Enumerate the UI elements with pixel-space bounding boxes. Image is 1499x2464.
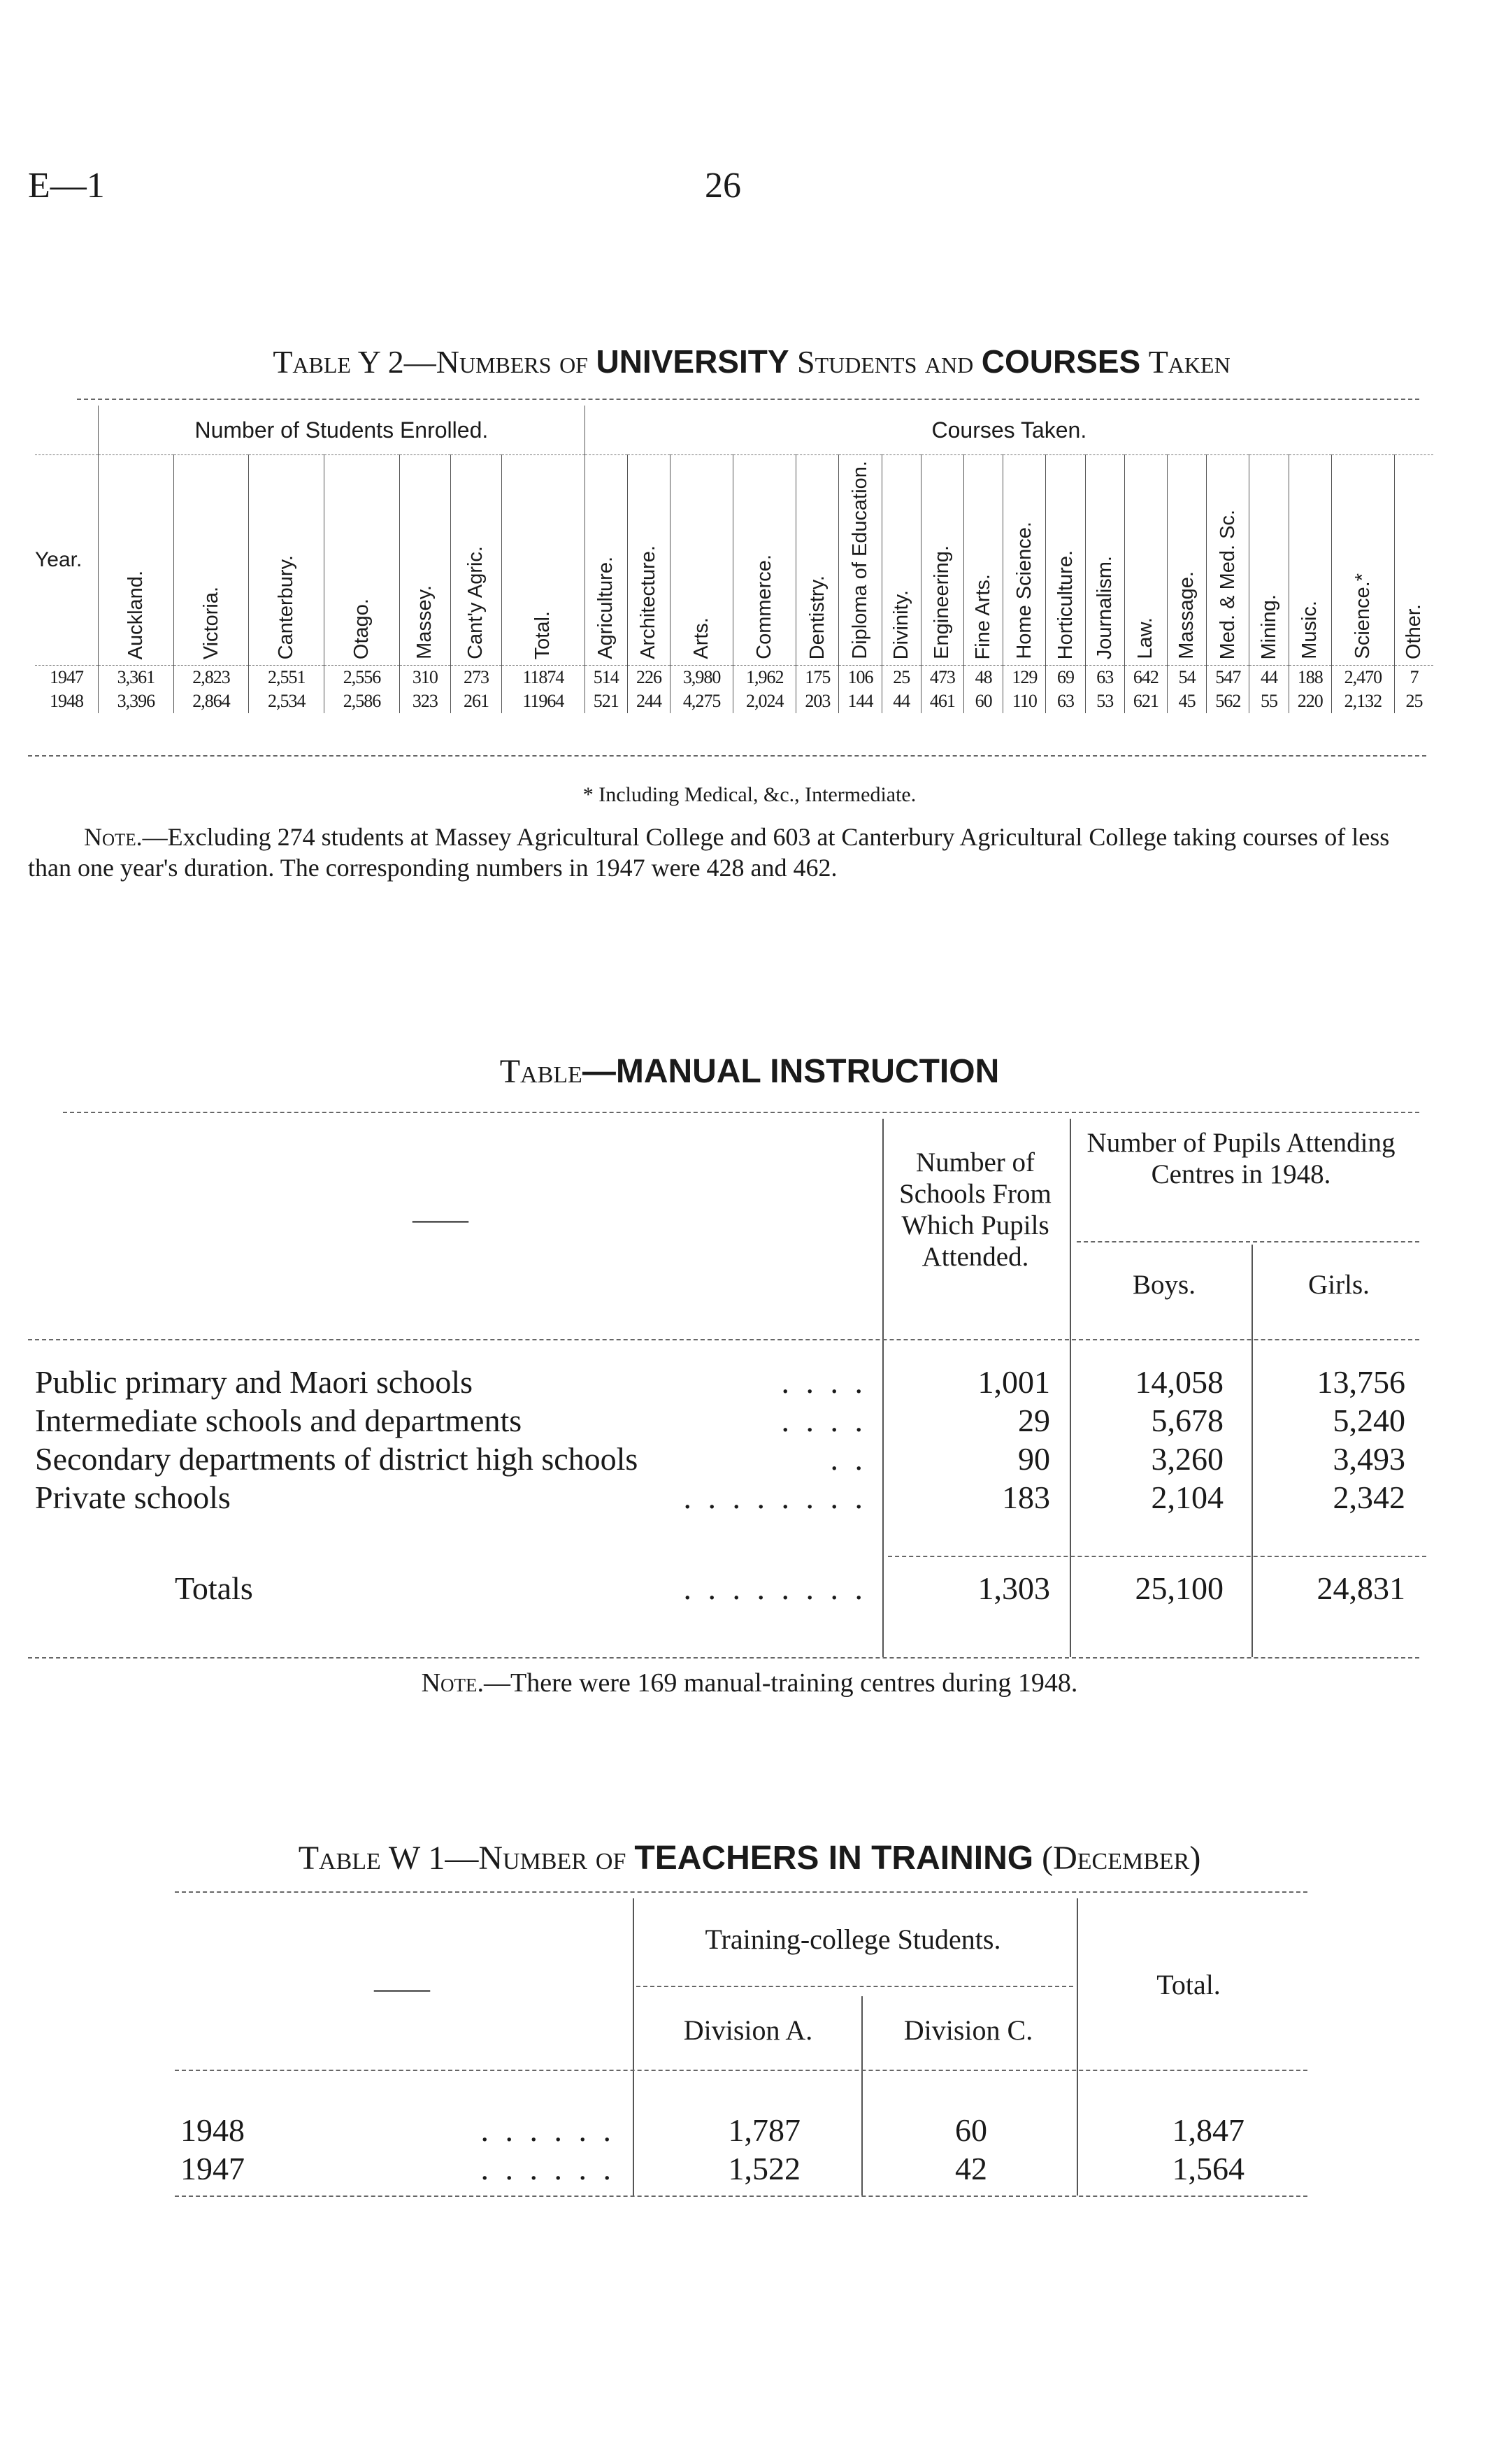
table-cell: 562 [1207, 689, 1249, 713]
course-col-header [882, 455, 921, 666]
table-w-col-group: Training-college Students. [705, 1924, 1001, 1955]
course-col-header [1394, 455, 1433, 666]
table-y-title [84, 343, 1419, 380]
course-col-header [1289, 455, 1331, 666]
table-cell: 54 [1168, 666, 1207, 690]
manual-title-bold: —MANUAL INSTRUCTION [582, 1053, 1000, 1090]
table-cell: 2,470 [1331, 666, 1394, 690]
table-cell: 226 [627, 666, 670, 690]
boys-value: 5,678 [1151, 1403, 1224, 1438]
manual-col-girls: Girls. [1308, 1270, 1370, 1300]
course-col-header-label: Law. [1134, 617, 1157, 659]
course-col-header-label: Agriculture. [594, 557, 617, 659]
table-y-title-mid: Students and [797, 344, 974, 380]
table-cell: 7 [1394, 666, 1433, 690]
enrolled-col-header [450, 455, 501, 666]
course-col-header [964, 455, 1003, 666]
manual-totals-girls: 24,831 [1317, 1570, 1405, 1606]
row-leader: . . . . [781, 1403, 867, 1438]
course-col-header-label: Dentistry. [805, 575, 829, 659]
enrolled-col-header-label: Massey. [413, 585, 436, 659]
course-col-header-label: Commerce. [753, 554, 776, 659]
table-cell: 521 [584, 689, 627, 713]
row-leader: . . . . . . . . [683, 1480, 867, 1515]
table-cell: 203 [796, 689, 839, 713]
course-col-header [1003, 455, 1046, 666]
manual-blank-header: —— [413, 1203, 468, 1235]
table-cell: 53 [1085, 689, 1124, 713]
manual-totals-leader: . . . . . . . . [683, 1570, 867, 1606]
row-label: Intermediate schools and departments [35, 1403, 522, 1438]
table-row [35, 666, 1433, 690]
course-col-header-label: Engineering. [931, 545, 954, 659]
manual-col-pupils: Number of Pupils Attending Centres in 1948. [1086, 1128, 1396, 1189]
manual-col-boys: Boys. [1133, 1270, 1196, 1300]
table-y-note-label: Note. [84, 823, 143, 851]
course-col-header-label: Med. & Med. Sc. [1216, 509, 1239, 659]
table-cell: 323 [399, 689, 450, 713]
table-cell: 45 [1168, 689, 1207, 713]
course-col-header [1168, 455, 1207, 666]
table-cell: 2,586 [324, 689, 400, 713]
table-y-note [28, 822, 1433, 883]
total-value: 1,564 [1172, 2151, 1245, 2186]
row-leader: . . . . [781, 1364, 867, 1400]
table-cell: 44 [1249, 666, 1289, 690]
course-col-header-label: Architecture. [637, 545, 660, 659]
table-w-blank-header: —— [374, 1972, 430, 2004]
row-leader: . . [830, 1441, 867, 1477]
course-col-header [839, 455, 882, 666]
table-cell: 2,551 [249, 666, 324, 690]
course-col-header [670, 455, 733, 666]
table-cell: 3,980 [670, 666, 733, 690]
table-w-col-a: Division A. [683, 2014, 813, 2046]
schools-value: 1,001 [977, 1364, 1050, 1400]
group-courses: Courses Taken. [584, 406, 1433, 455]
table-w-col-total: Total. [1156, 1969, 1221, 2000]
manual-title-prefix: Table [499, 1053, 582, 1090]
course-col-header [796, 455, 839, 666]
table-cell: 69 [1046, 666, 1085, 690]
enrolled-col-header [249, 455, 324, 666]
course-col-header-label: Horticulture. [1054, 550, 1077, 659]
girls-value: 13,756 [1317, 1364, 1405, 1400]
course-col-header-label: Divinity. [889, 589, 912, 659]
table-cell: 3,396 [99, 689, 174, 713]
table-y-title-university: UNIVERSITY [596, 343, 789, 380]
table-cell: 642 [1124, 666, 1167, 690]
table-w-title-suffix: (December) [1042, 1840, 1201, 1877]
course-col-header-label: Fine Arts. [972, 573, 995, 659]
table-cell: 25 [882, 666, 921, 690]
course-col-header-label: Home Science. [1012, 522, 1035, 659]
course-col-header-label: Science.* [1351, 573, 1374, 659]
table-cell: 1947 [50, 667, 83, 687]
row-leader: . . . . . . [480, 2151, 615, 2186]
boys-value: 14,058 [1135, 1364, 1224, 1400]
table-cell: 144 [839, 689, 882, 713]
enrolled-col-header [399, 455, 450, 666]
table-cell: 273 [450, 666, 501, 690]
schools-value: 29 [1018, 1403, 1050, 1438]
table-cell: 106 [839, 666, 882, 690]
manual-totals-schools: 1,303 [977, 1570, 1050, 1606]
table-y-title-suffix: Taken [1148, 344, 1231, 380]
table-cell: 110 [1003, 689, 1046, 713]
table-cell: 25 [1394, 689, 1433, 713]
table-y-title-prefix: Table Y 2—Numbers of [273, 344, 588, 380]
table-cell: 3,361 [99, 666, 174, 690]
course-col-header-label: Massage. [1175, 571, 1198, 659]
schools-value: 183 [1002, 1480, 1050, 1515]
enrolled-col-header [99, 455, 174, 666]
table-y-note-text: —Excluding 274 students at Massey Agricultural College and 603 at Canterbury Agricultural College taking courses of less than one year's duration. The corresponding numbers in 1947 were 428 and 462. [28, 823, 1390, 882]
schools-value: 90 [1018, 1441, 1050, 1477]
course-col-header [627, 455, 670, 666]
course-col-header [1124, 455, 1167, 666]
table-cell: 175 [796, 666, 839, 690]
year-value: 1947 [180, 2151, 245, 2186]
table-w-title-prefix: Table W 1—Number of [298, 1840, 626, 1877]
course-col-header [1207, 455, 1249, 666]
division-c-value: 60 [955, 2112, 987, 2148]
row-label: Public primary and Maori schools [35, 1364, 473, 1400]
row-label: Private schools [35, 1480, 231, 1515]
table-y-header-row [35, 455, 1433, 666]
manual-title [0, 1052, 1499, 1091]
table-cell: 220 [1289, 689, 1331, 713]
table-cell: 473 [921, 666, 963, 690]
enrolled-col-header [502, 455, 585, 666]
table-cell: 310 [399, 666, 450, 690]
course-col-header [1331, 455, 1394, 666]
table-cell: 2,534 [249, 689, 324, 713]
table-row [35, 689, 1433, 713]
manual-col-schools: Number of Schools From Which Pupils Attended. [899, 1147, 1052, 1272]
manual-totals-boys: 25,100 [1135, 1570, 1224, 1606]
table-cell: 44 [882, 689, 921, 713]
course-col-header [921, 455, 963, 666]
table-cell: 48 [964, 666, 1003, 690]
division-c-value: 42 [955, 2151, 987, 2186]
course-col-header-label: Other. [1402, 604, 1425, 659]
manual-note [0, 1668, 1499, 1698]
report-code: E—1 [28, 166, 105, 206]
enrolled-col-header-label: Total. [531, 610, 554, 659]
row-label: Secondary departments of district high schools [35, 1441, 638, 1477]
girls-value: 3,493 [1333, 1441, 1405, 1477]
course-col-header [1249, 455, 1289, 666]
manual-totals-label: Totals [175, 1570, 253, 1606]
table-cell: 11964 [502, 689, 585, 713]
course-col-header-label: Journalism. [1093, 555, 1116, 659]
table-cell: 63 [1085, 666, 1124, 690]
division-a-value: 1,787 [728, 2112, 801, 2148]
table-cell: 188 [1289, 666, 1331, 690]
table-cell: 60 [964, 689, 1003, 713]
girls-value: 5,240 [1333, 1403, 1405, 1438]
table-cell: 514 [584, 666, 627, 690]
manual-note-label: Note. [421, 1668, 484, 1698]
table-cell: 461 [921, 689, 963, 713]
course-col-header-label: Diploma of Education. [849, 461, 872, 659]
table-cell: 547 [1207, 666, 1249, 690]
table-y-body [35, 666, 1433, 714]
table-w-col-c: Division C. [903, 2014, 1033, 2046]
enrolled-col-header [173, 455, 249, 666]
year-value: 1948 [180, 2112, 245, 2148]
table-cell: 63 [1046, 689, 1085, 713]
table-cell: 244 [627, 689, 670, 713]
table-cell: 4,275 [670, 689, 733, 713]
course-col-header [584, 455, 627, 666]
boys-value: 2,104 [1151, 1480, 1224, 1515]
table-cell: 261 [450, 689, 501, 713]
table-cell: 2,864 [173, 689, 249, 713]
table-y-title-courses: COURSES [981, 343, 1141, 380]
enrolled-col-header-label: Canterbury. [275, 554, 298, 659]
table-cell: 621 [1124, 689, 1167, 713]
course-col-header [733, 455, 796, 666]
course-col-header [1085, 455, 1124, 666]
table-y [35, 406, 1433, 713]
table-cell: 1,962 [733, 666, 796, 690]
table-cell: 129 [1003, 666, 1046, 690]
table-cell: 2,823 [173, 666, 249, 690]
table-w-title-bold: TEACHERS IN TRAINING [634, 1840, 1034, 1877]
course-col-header-label: Arts. [690, 617, 713, 659]
page-number: 26 [705, 166, 741, 206]
course-col-header-label: Mining. [1257, 594, 1280, 659]
table-cell: 2,556 [324, 666, 400, 690]
table-w-title [0, 1839, 1499, 1877]
enrolled-col-header-label: Otago. [350, 598, 373, 659]
enrolled-col-header-label: Victoria. [199, 586, 222, 659]
row-leader: . . . . . . [480, 2112, 615, 2148]
enrolled-col-header-label: Cant'y Agric. [464, 546, 487, 659]
enrolled-col-header [324, 455, 400, 666]
course-col-header [1046, 455, 1085, 666]
table-cell: 11874 [502, 666, 585, 690]
group-enrolled: Number of Students Enrolled. [99, 406, 585, 455]
girls-value: 2,342 [1333, 1480, 1405, 1515]
enrolled-col-header-label: Auckland. [124, 570, 147, 659]
table-y-footnote: * Including Medical, &c., Intermediate. [582, 783, 917, 806]
table-cell: 2,024 [733, 689, 796, 713]
manual-note-text: —There were 169 manual-training centres during 1948. [484, 1668, 1078, 1698]
year-header: Year. [35, 455, 99, 666]
total-value: 1,847 [1172, 2112, 1245, 2148]
boys-value: 3,260 [1151, 1441, 1224, 1477]
table-cell: 1948 [50, 691, 83, 711]
division-a-value: 1,522 [728, 2151, 801, 2186]
table-cell: 55 [1249, 689, 1289, 713]
table-cell: 2,132 [1331, 689, 1394, 713]
course-col-header-label: Music. [1298, 601, 1321, 659]
